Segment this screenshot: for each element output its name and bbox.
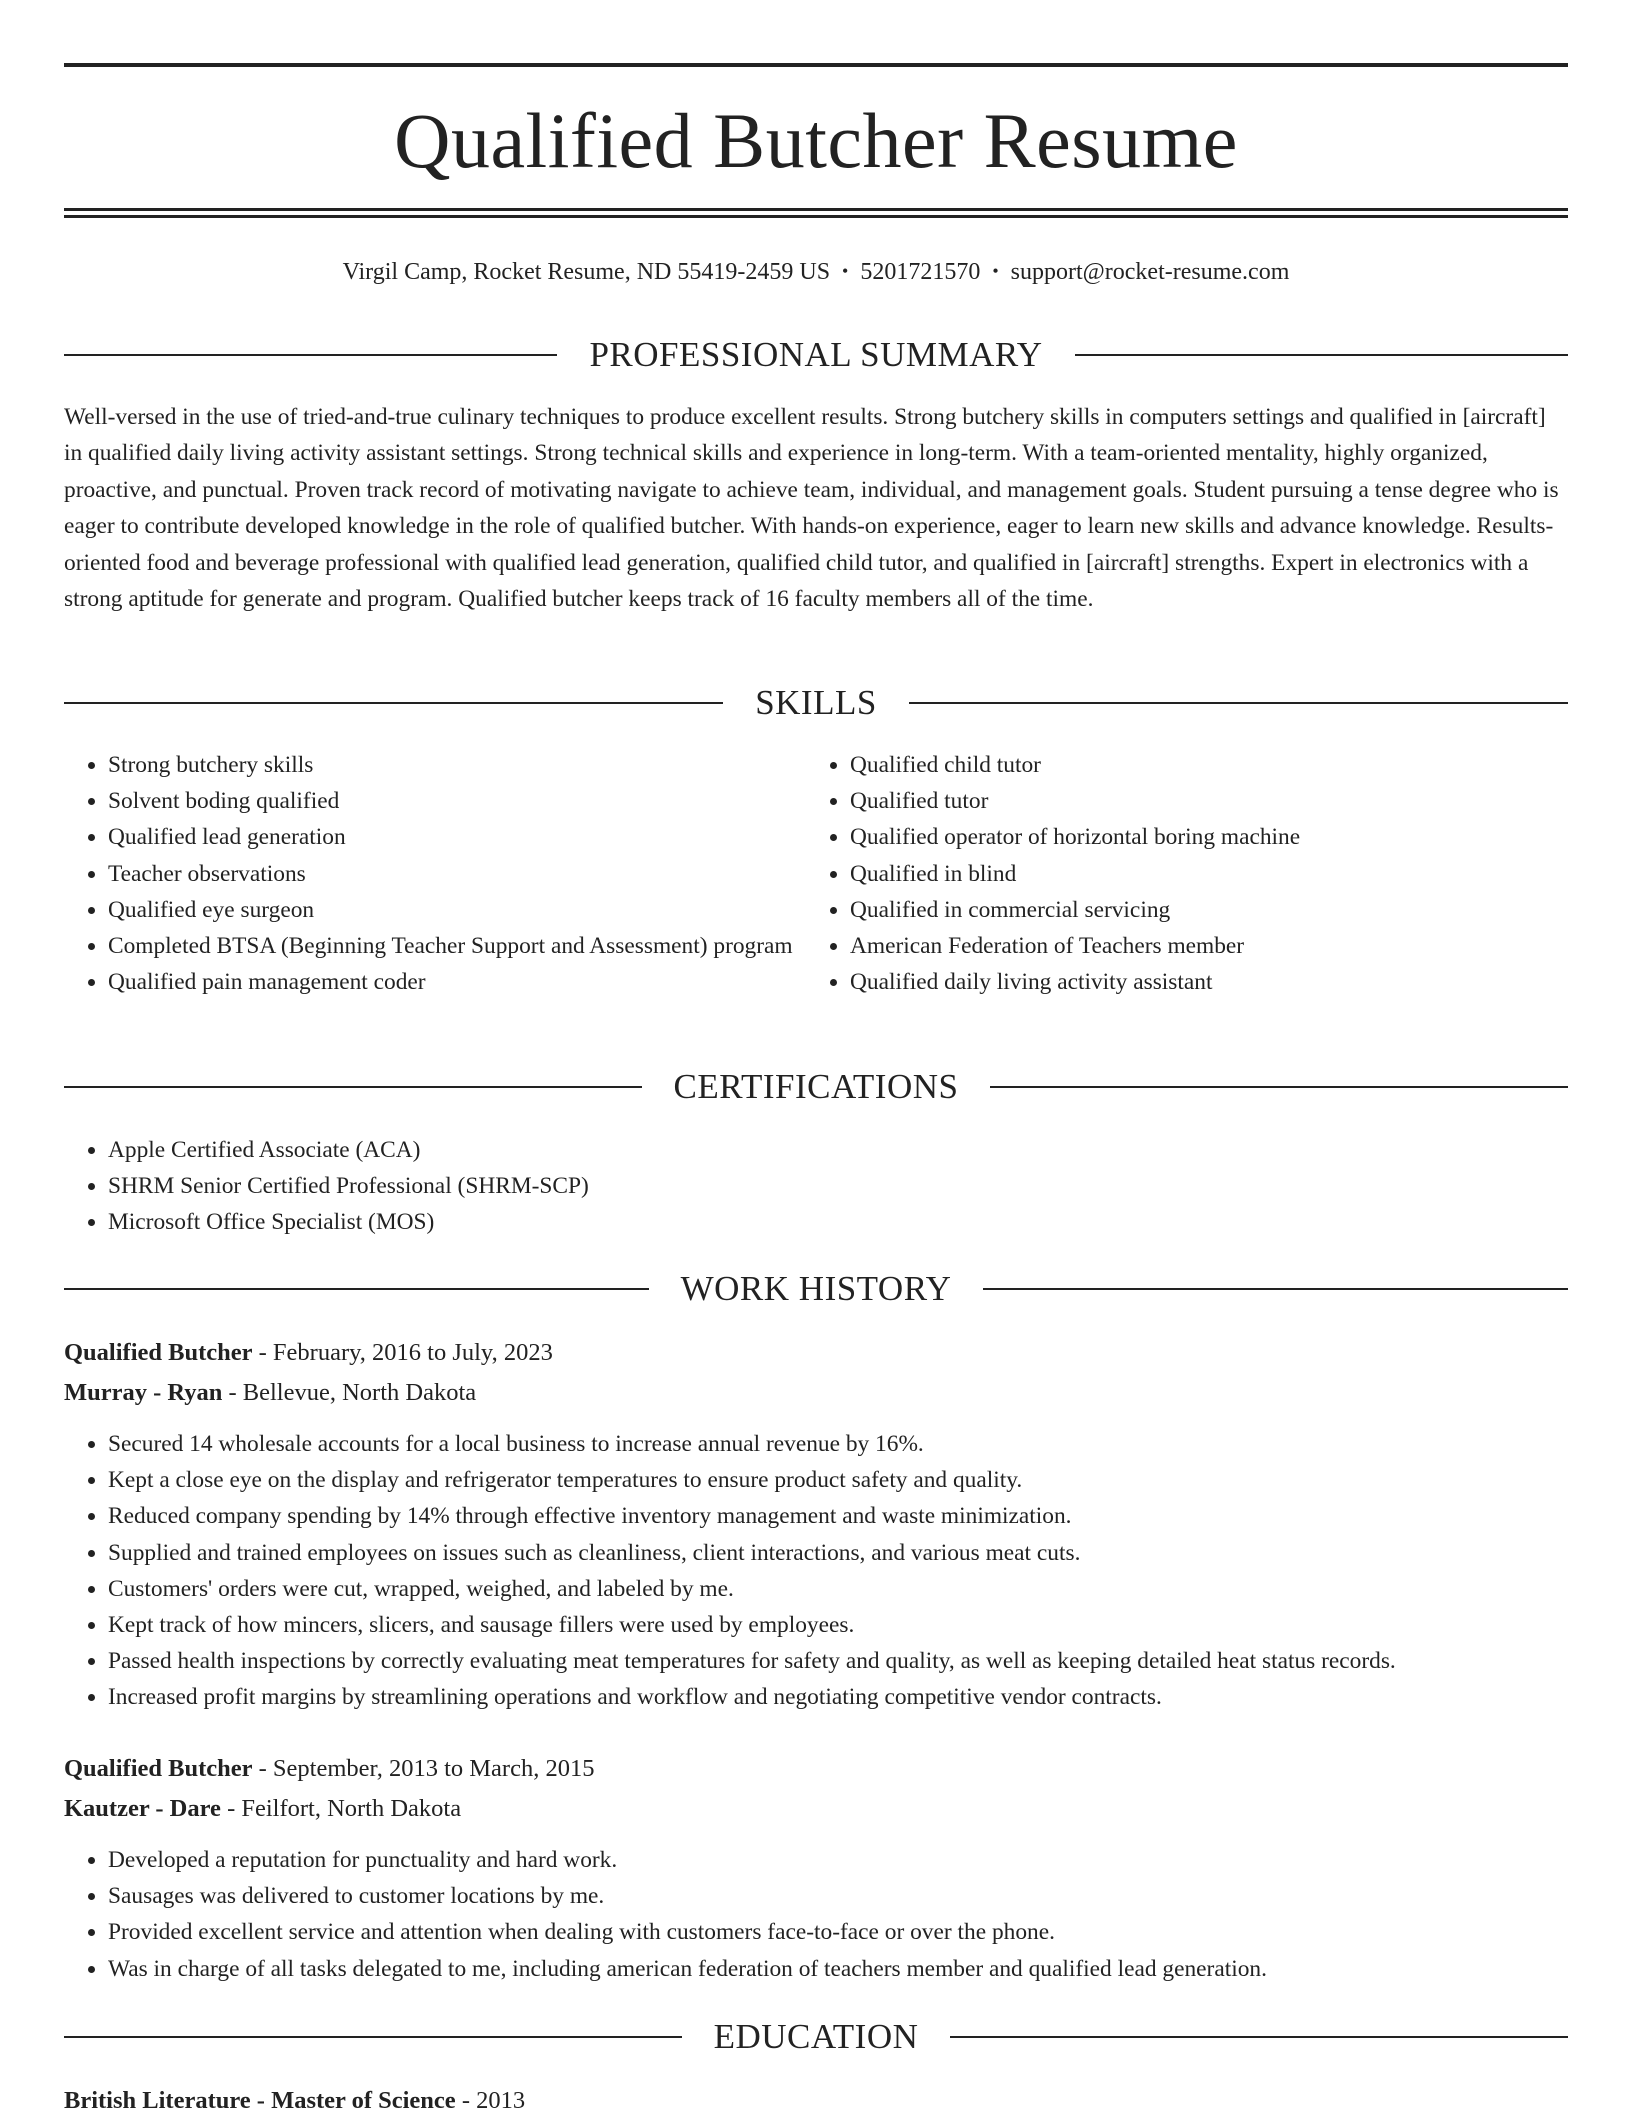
skills-list-left (64, 747, 818, 1000)
contact-address: Virgil Camp, Rocket Resume, ND 55419-2459 US (342, 259, 831, 285)
job-title: Qualified Butcher (64, 1755, 253, 1782)
certifications-list (64, 1132, 1568, 1241)
education-section-header (64, 2017, 1568, 2057)
job-duty-item: • Was in charge of all tasks delegated to me, including american federation of teachers member and qualified lead generation. (108, 1951, 1568, 1987)
certification-item: • SHRM Senior Certified Professional (SHRM-SCP) (108, 1168, 1568, 1204)
job-employer: Murray - Ryan (64, 1379, 223, 1406)
job-duty-item: • Supplied and trained employees on issues such as cleanliness, client interactions, and various meat cuts. (108, 1535, 1568, 1571)
certifications-heading: CERTIFICATIONS (673, 1067, 959, 1106)
job-location: - Feilfort, North Dakota (220, 1795, 462, 1822)
job-duty-item: • Reduced company spending by 14% through effective inventory management and waste minimization. (108, 1498, 1568, 1534)
skill-item: • Solvent boding qualified (108, 783, 818, 819)
job-title: Qualified Butcher (64, 1339, 253, 1366)
skill-item: • Qualified operator of horizontal boring machine (850, 819, 1610, 855)
skill-item: • Qualified lead generation (108, 819, 818, 855)
skill-item: • Qualified eye surgeon (108, 892, 818, 928)
divider-line (64, 1288, 649, 1290)
title-rule-upper (64, 208, 1568, 211)
education-degree: Master of Science (271, 2087, 456, 2114)
job-duty-item: • Customers' orders were cut, wrapped, weighed, and labeled by me. (108, 1571, 1568, 1607)
skill-item: • Qualified pain management coder (108, 964, 818, 1000)
summary-text: Well-versed in the use of tried-and-true culinary techniques to produce excellent results. Strong butchery skills in computers settings and qualified in [aircraft] in qualified daily living activity assistant settings. Strong technical skills and experience in long-term. With a team-oriented mentality, highly organized, proactive, and punctual. Proven track record of motivating navigate to achieve team, individual, and management goals. Student pursuing a tense degree who is eager to contribute developed knowledge in the role of qualified butcher. With hands-on experience, eager to learn new skills and advance knowledge. Results-oriented food and beverage professional with qualified lead generation, qualified child tutor, and qualified in [aircraft] strengths. Expert in electronics with a strong aptitude for generate and program. Qualified butcher keeps track of 16 faculty members all of the time. (64, 404, 1559, 613)
job-duty-item: • Kept a close eye on the display and refrigerator temperatures to ensure product safety and quality. (108, 1462, 1568, 1498)
skill-item: • Qualified in blind (850, 856, 1610, 892)
skill-item: • Completed BTSA (Beginning Teacher Support and Assessment) program (108, 928, 818, 964)
job-employer: Kautzer - Dare (64, 1795, 221, 1822)
skills-heading: SKILLS (755, 683, 877, 722)
certification-item: • Apple Certified Associate (ACA) (108, 1132, 1568, 1168)
education-field: British Literature (64, 2087, 251, 2114)
job-location: - Bellevue, North Dakota (222, 1379, 477, 1406)
job-duty-item: • Passed health inspections by correctly evaluating meat temperatures for safety and quality, as well as keeping detailed heat status records. (108, 1643, 1568, 1679)
job-dates: - February, 2016 to July, 2023 (252, 1339, 553, 1366)
job-duty-item: • Developed a reputation for punctuality and hard work. (108, 1842, 1568, 1878)
job-dates: - September, 2013 to March, 2015 (252, 1755, 595, 1782)
contact-email: support@rocket-resume.com (1010, 259, 1290, 285)
job-duty-item: • Kept track of how mincers, slicers, and sausage fillers were used by employees. (108, 1607, 1568, 1643)
job-employer-line (64, 1792, 1568, 1826)
job-duty-item: • Provided excellent service and attention when dealing with customers face-to-face or over the phone. (108, 1914, 1568, 1950)
job-duty-item: • Sausages was delivered to customer locations by me. (108, 1878, 1568, 1914)
education-year: - 2013 (455, 2087, 526, 2114)
contact-separator: • (842, 261, 849, 281)
work-history-section-header (64, 1269, 1568, 1309)
work-history-heading: WORK HISTORY (680, 1269, 952, 1308)
skills-section-header (64, 683, 1568, 723)
title-rule-lower (64, 215, 1568, 218)
contact-line (64, 254, 1568, 289)
divider-line (983, 1288, 1568, 1290)
summary-heading: PROFESSIONAL SUMMARY (589, 335, 1043, 374)
skill-item: • Qualified tutor (850, 783, 1610, 819)
certification-item: • Microsoft Office Specialist (MOS) (108, 1204, 1568, 1240)
divider-line (64, 1086, 642, 1088)
divider-line (64, 354, 557, 356)
job-employer-line (64, 1376, 1568, 1410)
divider-line (990, 1086, 1568, 1088)
education-entry (64, 2084, 1568, 2118)
job-title-line (64, 1336, 1568, 1370)
divider-line (950, 2036, 1568, 2038)
page-title: Qualified Butcher Resume (394, 97, 1238, 184)
divider-line (909, 702, 1568, 704)
education-separator: - (250, 2087, 272, 2114)
job-duty-item: • Secured 14 wholesale accounts for a local business to increase annual revenue by 16%. (108, 1426, 1568, 1462)
divider-line (64, 702, 723, 704)
skill-item: • Teacher observations (108, 856, 818, 892)
education-heading: EDUCATION (713, 2017, 919, 2056)
skill-item: • American Federation of Teachers member (850, 928, 1610, 964)
divider-line (1075, 354, 1568, 356)
job-duty-item: • Increased profit margins by streamlining operations and workflow and negotiating competitive vendor contracts. (108, 1679, 1568, 1715)
skills-list-right (806, 747, 1610, 1000)
summary-section-header (64, 335, 1568, 375)
job-title-line (64, 1752, 1568, 1786)
skill-item: • Qualified in commercial servicing (850, 892, 1610, 928)
job-duties-list (64, 1426, 1568, 1716)
skill-item: • Qualified daily living activity assistant (850, 964, 1610, 1000)
contact-separator: • (992, 261, 999, 281)
skill-item: • Strong butchery skills (108, 747, 818, 783)
top-rule (64, 63, 1568, 67)
skill-item: • Qualified child tutor (850, 747, 1610, 783)
contact-phone: 5201721570 (860, 259, 981, 285)
divider-line (64, 2036, 682, 2038)
job-duties-list (64, 1842, 1568, 1987)
certifications-section-header (64, 1067, 1568, 1107)
